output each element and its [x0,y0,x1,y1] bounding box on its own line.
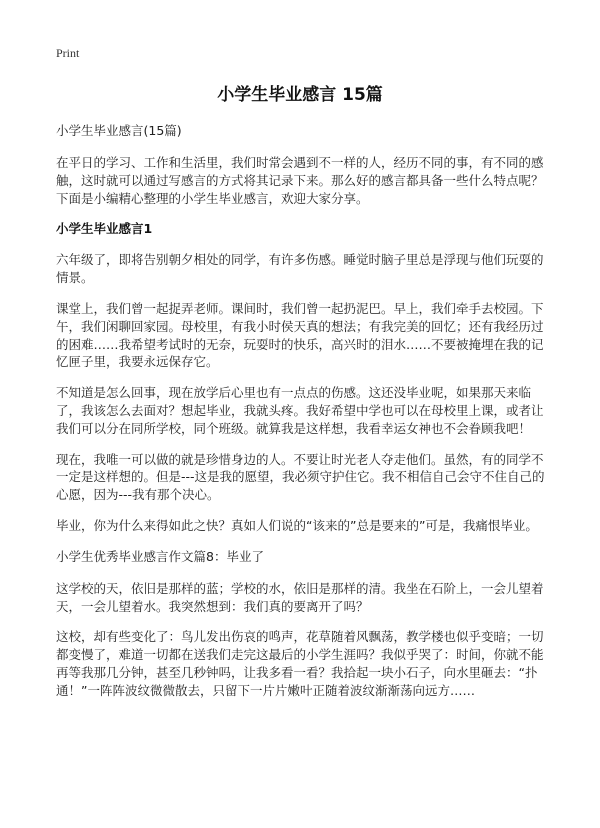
paragraph: 这学校的天，依旧是那样的蓝；学校的水，依旧是那样的清。我坐在石阶上，一会儿望着天，一会儿望着水。我突然想到：我们真的要离开了吗？ [56,580,544,614]
article-body [56,122,546,713]
article-subtitle: 小学生毕业感言(15篇) [56,123,182,138]
paragraph: 六年级了，即将告别朝夕相处的同学，有许多伤感。睡觉时脑子里总是浮现与他们玩耍的情景。 [56,252,544,286]
paragraph: 现在，我唯一可以做的就是珍惜身边的人。不要让时光老人夺走他们。虽然，有的同学不一定是这样想的。但是---这是我的愿望，我必须守护住它。我不相信自己会守不住自己的心愿，因为---我有那个决心。 [56,451,545,503]
page-title: 小学生毕业感言 15篇 [217,85,383,105]
print-link[interactable]: Print [56,46,80,60]
intro-paragraph: 在平日的学习、工作和生活里，我们时常会遇到不一样的人，经历不同的事，有不同的感触，这时就可以通过写感言的方式将其记录下来。那么好的感言都具备一些什么特点呢？下面是小编精心整理的小学生毕业感言，欢迎大家分享。 [56,155,544,206]
paragraph: 这校，却有些变化了：鸟儿发出伤哀的鸣声，花草随着风飘荡，教学楼也似乎变暗；一切都变慢了，难道一切都在送我们走完这最后的小学生涯吗？我似乎哭了：时间，你就不能再等我那几分钟，甚至几秒钟吗，让我多看一看？我拾起一块小石子，向水里砸去：“扑通！”一阵阵波纹微微散去，只留下一片片嫩叶正随着波纹渐渐荡向远方…… [56,629,544,698]
section-heading: 小学生优秀毕业感言作文篇8：毕业了 [56,548,264,564]
paragraph: 毕业，你为什么来得如此之快？真如人们说的“该来的”总是要来的”可是，我痛恨毕业。 [56,517,538,533]
paragraph: 课堂上，我们曾一起捉弄老师。课间时，我们曾一起扔泥巴。早上，我们牵手去校园。下午，我们闲聊回家园。母校里，有我小时侯天真的想法；有我完美的回忆；还有我经历过的困难……我希望考试时的无奈，玩耍时的快乐，高兴时的泪水……不要被掩埋在我的记忆匣子里，我要永远保存它。 [56,300,544,370]
section-heading: 小学生毕业感言1 [56,221,153,237]
paragraph: 不知道是怎么回事，现在放学后心里也有一点点的伤感。这还没毕业呢，如果那天来临了，我该怎么去面对？想起毕业，我就头疼。我好希望中学也可以在母校里上课，或者让我们可以分在同所学校，同个班级。就算我是这样想，我看幸运女神也不会眷顾我吧！ [56,385,544,436]
